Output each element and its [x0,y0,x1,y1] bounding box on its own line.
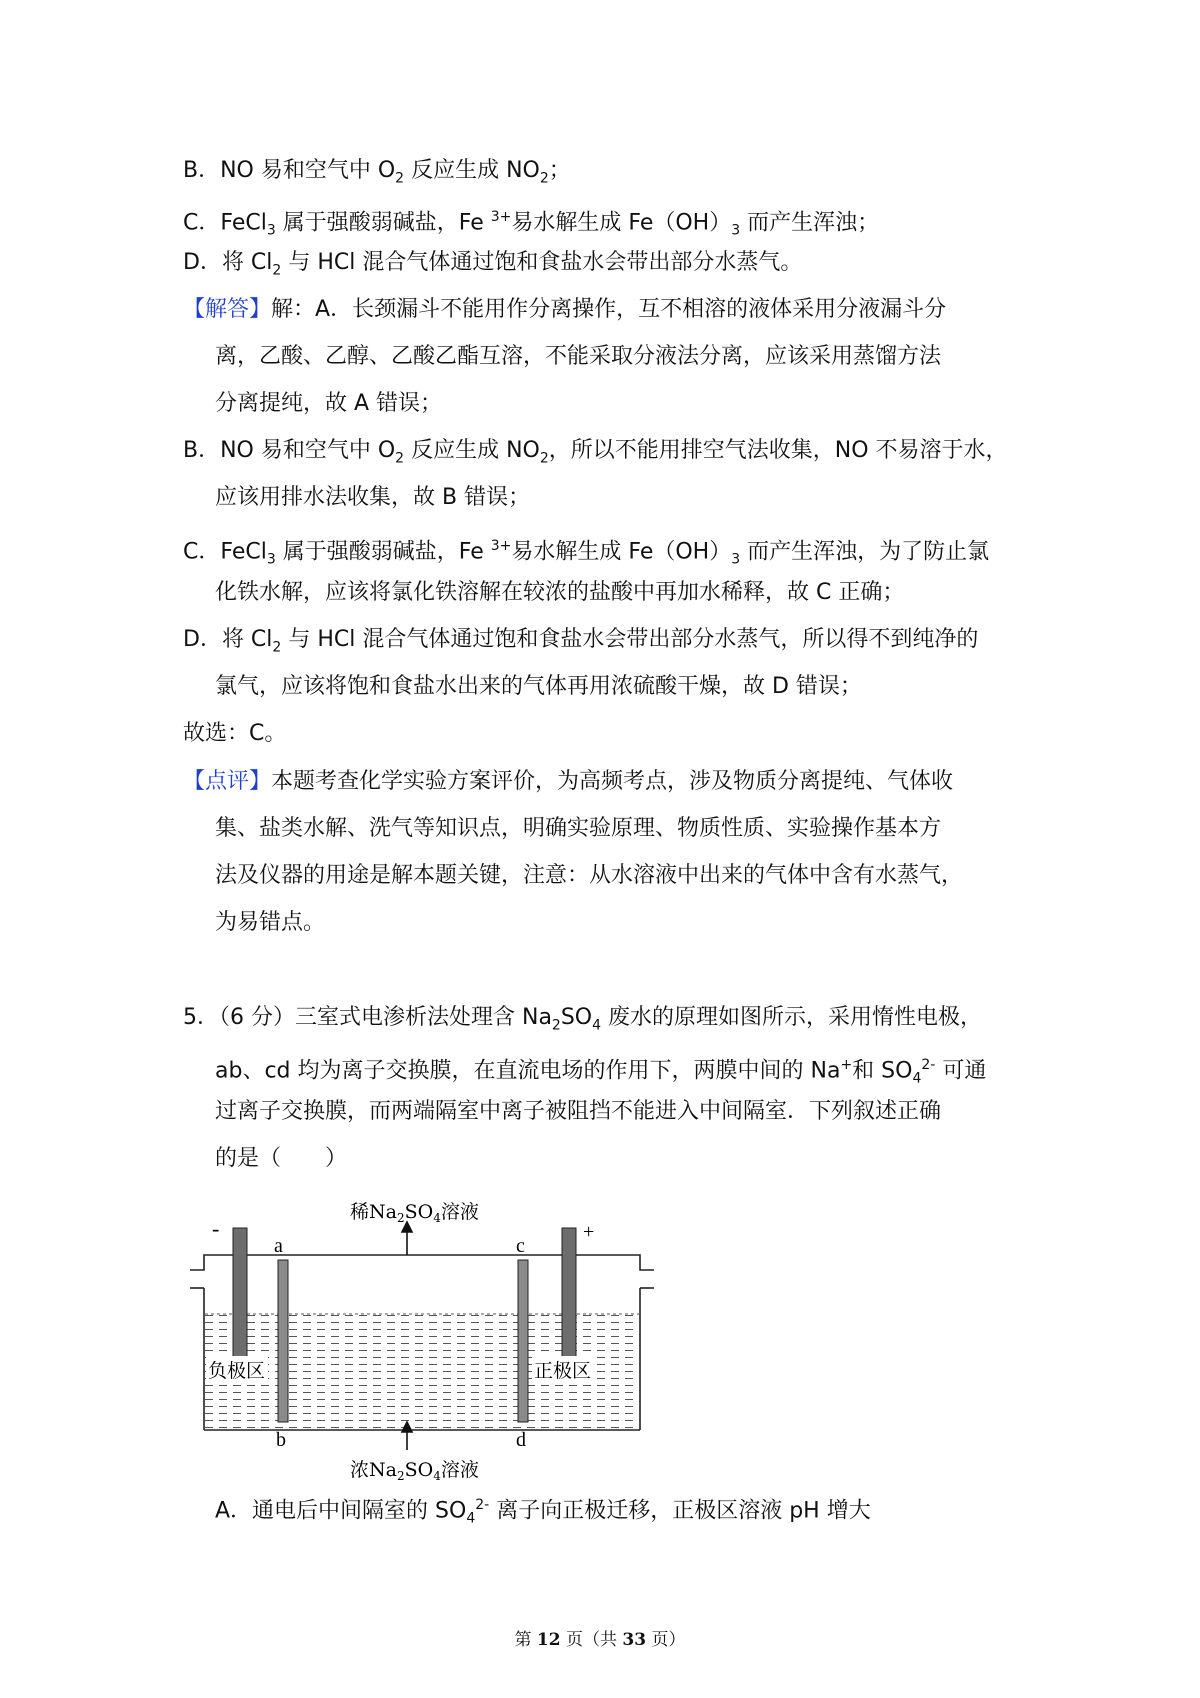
negative-electrode [233,1228,247,1360]
answer-choice: 故选：C。 [183,721,287,746]
negative-region-label: 负极区 [208,1360,266,1382]
positive-region-label: 正极区 [534,1360,592,1382]
question-line-3: 过离子交换膜，而两端隔室中离子被阻挡不能进入中间隔室．下列叙述正确 [215,1099,942,1124]
option-b-line: B．NO 易和空气中 $O_2$ 反应生成 $NO_2$； [183,158,571,187]
comment-line-3: 法及仪器的用途是解本题关键，注意：从水溶液中出来的气体中含有水蒸气， [215,863,964,888]
answer-line-2: 离，乙酸、乙醇、乙酸乙酯互溶，不能采取分液法分离，应该采用蒸馏方法 [215,344,942,369]
answer-tag: 【解答】 [183,297,272,322]
answer-line-7: 化铁水解，应该将氯化铁溶解在较浓的盐酸中再加水稀释，故 C 正确； [215,580,905,605]
positive-sign: + [583,1221,595,1243]
option-c-line: C．FeCl$_3$ 属于强酸弱碱盐，Fe $^{3+}$易水解生成 $Fe(OH)_3$ 而产生浑浊； [183,209,880,239]
comment-line-2: 集、盐类水解、洗气等知识点，明确实验原理、物质性质、实验操作基本方 [215,816,942,841]
label-a: a [274,1235,283,1257]
question-line-1: 5．（6 分）三室式电渗析法处理含 $Na_2SO_4$ 废水的原理如图所示，采用惰性电极， [183,1005,983,1034]
page-number: 12 [536,1630,561,1650]
negative-sign: - [212,1216,220,1241]
electrodialysis-diagram [190,1200,660,1500]
option-d-line: D．将 $Cl_2$ 与 HCl 混合气体通过饱和食盐水会带出部分水蒸气。 [183,250,803,279]
question-line-4: 的是（ ） [215,1146,348,1171]
positive-electrode [562,1228,576,1360]
answer-line-3: 分离提纯，故 A 错误； [215,391,443,416]
comment-tag: 【点评】 [183,769,272,794]
answer-line-6: C．FeCl$_3$ 属于强酸弱碱盐，Fe $^{3+}$易水解生成 $Fe(OH)_3$ 而产生浑浊，为了防止氯 [183,538,990,568]
membrane-ab [278,1260,288,1422]
total-pages: 33 [622,1630,647,1650]
answer-line-1: 【解答】解：A．长颈漏斗不能用作分离操作，互不相溶的液体采用分液漏斗分 [183,297,947,322]
answer-line-9: 氯气，应该将饱和食盐水出来的气体再用浓硫酸干燥，故 D 错误； [215,674,862,699]
comment-line-1: 【点评】本题考查化学实验方案评价，为高频考点，涉及物质分离提纯、气体收 [183,769,954,794]
label-d: d [516,1429,526,1451]
answer-line-8: D．将 $Cl_2$ 与 HCl 混合气体通过饱和食盐水会带出部分水蒸气，所以得不到纯净的 [183,627,979,656]
membrane-cd [518,1260,528,1422]
label-b: b [276,1429,286,1451]
page-footer: 第 12 页（共 33 页） [514,1630,686,1650]
comment-line-4: 为易错点。 [215,910,326,935]
outlet-arrow [402,1222,412,1255]
label-c: c [516,1235,525,1257]
question-line-2: ab、cd 均为离子交换膜，在直流电场的作用下，两膜中间的 Na+和 $SO_4^{2-}$ 可通 [215,1057,987,1087]
answer-line-5: 应该用排水法收集，故 B 错误； [215,485,531,510]
dilute-solution-label: 稀$Na_2SO_4$溶液 [350,1201,479,1225]
option-a-line: A．通电后中间隔室的 $SO_4^{2-}$ 离子向正极迁移，正极区溶液 pH 增大 [215,1497,871,1527]
answer-line-4: B．NO 易和空气中 $O_2$ 反应生成 $NO_2$，所以不能用排空气法收集，NO 不易溶于水， [183,438,1008,467]
concentrated-solution-label: 浓$Na_2SO_4$溶液 [350,1459,479,1483]
